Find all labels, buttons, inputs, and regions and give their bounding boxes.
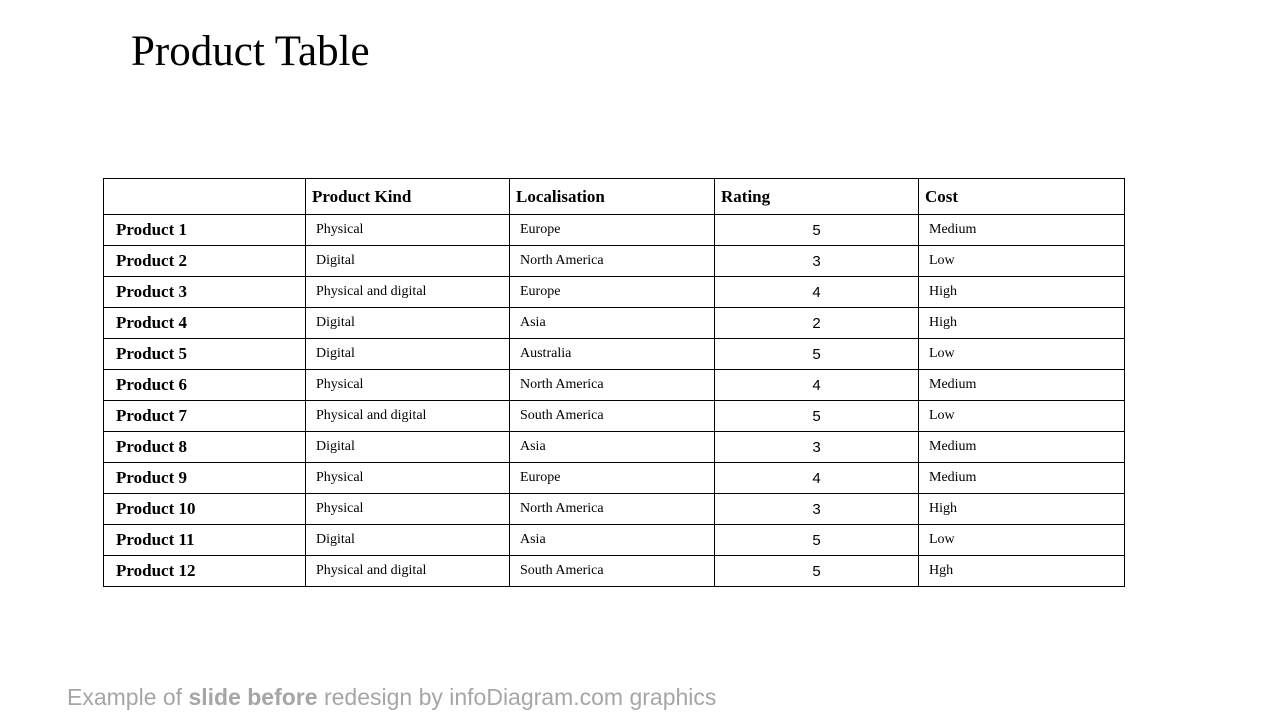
cost-cell: High	[919, 494, 1125, 525]
rating-cell: 2	[715, 308, 919, 339]
table-row	[104, 463, 1125, 494]
header-cell-product	[104, 179, 306, 215]
footer-prefix: Example of	[67, 684, 189, 710]
rating-cell: 4	[715, 277, 919, 308]
localisation-cell: South America	[510, 556, 715, 587]
localisation-cell: North America	[510, 370, 715, 401]
localisation-cell: Asia	[510, 432, 715, 463]
footer-note	[67, 683, 716, 711]
product-kind-cell: Physical	[306, 494, 510, 525]
footer-emphasis: slide before	[188, 684, 318, 710]
rating-cell: 5	[715, 401, 919, 432]
localisation-cell: Asia	[510, 308, 715, 339]
slide-title: Product Table	[131, 28, 370, 75]
product-kind-cell: Digital	[306, 525, 510, 556]
product-name-cell: Product 1	[104, 215, 306, 246]
rating-cell: 3	[715, 246, 919, 277]
localisation-cell: North America	[510, 494, 715, 525]
table-row	[104, 556, 1125, 587]
product-kind-cell: Digital	[306, 339, 510, 370]
cost-cell: Low	[919, 525, 1125, 556]
cost-cell: Medium	[919, 463, 1125, 494]
product-name-cell: Product 4	[104, 308, 306, 339]
product-kind-cell: Physical and digital	[306, 277, 510, 308]
product-kind-cell: Physical and digital	[306, 556, 510, 587]
product-kind-cell: Physical	[306, 215, 510, 246]
localisation-cell: Europe	[510, 463, 715, 494]
product-name-cell: Product 8	[104, 432, 306, 463]
rating-cell: 4	[715, 463, 919, 494]
table-row	[104, 339, 1125, 370]
product-name-cell: Product 5	[104, 339, 306, 370]
product-kind-cell: Digital	[306, 432, 510, 463]
rating-cell: 5	[715, 339, 919, 370]
table-row	[104, 215, 1125, 246]
product-name-cell: Product 2	[104, 246, 306, 277]
rating-cell: 3	[715, 432, 919, 463]
header-cell-cost: Cost	[919, 179, 1125, 215]
rating-cell: 5	[715, 556, 919, 587]
localisation-cell: Europe	[510, 215, 715, 246]
cost-cell: Hgh	[919, 556, 1125, 587]
product-name-cell: Product 12	[104, 556, 306, 587]
table-row	[104, 370, 1125, 401]
rating-cell: 3	[715, 494, 919, 525]
cost-cell: Low	[919, 401, 1125, 432]
rating-cell: 5	[715, 215, 919, 246]
rating-cell: 4	[715, 370, 919, 401]
product-name-cell: Product 10	[104, 494, 306, 525]
cost-cell: Low	[919, 246, 1125, 277]
localisation-cell: Australia	[510, 339, 715, 370]
product-name-cell: Product 11	[104, 525, 306, 556]
cost-cell: High	[919, 277, 1125, 308]
table-row	[104, 401, 1125, 432]
header-cell-rating: Rating	[715, 179, 919, 215]
product-kind-cell: Digital	[306, 246, 510, 277]
table-row	[104, 432, 1125, 463]
product-kind-cell: Physical	[306, 463, 510, 494]
footer-suffix: redesign by infoDiagram.com graphics	[317, 684, 717, 710]
table-row	[104, 277, 1125, 308]
cost-cell: Medium	[919, 215, 1125, 246]
rating-cell: 5	[715, 525, 919, 556]
localisation-cell: Asia	[510, 525, 715, 556]
product-name-cell: Product 9	[104, 463, 306, 494]
table-row	[104, 308, 1125, 339]
table-row	[104, 246, 1125, 277]
header-cell-localisation: Localisation	[510, 179, 715, 215]
localisation-cell: North America	[510, 246, 715, 277]
product-name-cell: Product 3	[104, 277, 306, 308]
product-kind-cell: Physical and digital	[306, 401, 510, 432]
localisation-cell: Europe	[510, 277, 715, 308]
header-cell-product-kind: Product Kind	[306, 179, 510, 215]
product-kind-cell: Physical	[306, 370, 510, 401]
header-row	[104, 179, 1125, 215]
cost-cell: Low	[919, 339, 1125, 370]
product-table	[103, 178, 1125, 587]
cost-cell: Medium	[919, 432, 1125, 463]
cost-cell: High	[919, 308, 1125, 339]
product-kind-cell: Digital	[306, 308, 510, 339]
cost-cell: Medium	[919, 370, 1125, 401]
product-name-cell: Product 6	[104, 370, 306, 401]
table-row	[104, 494, 1125, 525]
product-name-cell: Product 7	[104, 401, 306, 432]
table-row	[104, 525, 1125, 556]
localisation-cell: South America	[510, 401, 715, 432]
